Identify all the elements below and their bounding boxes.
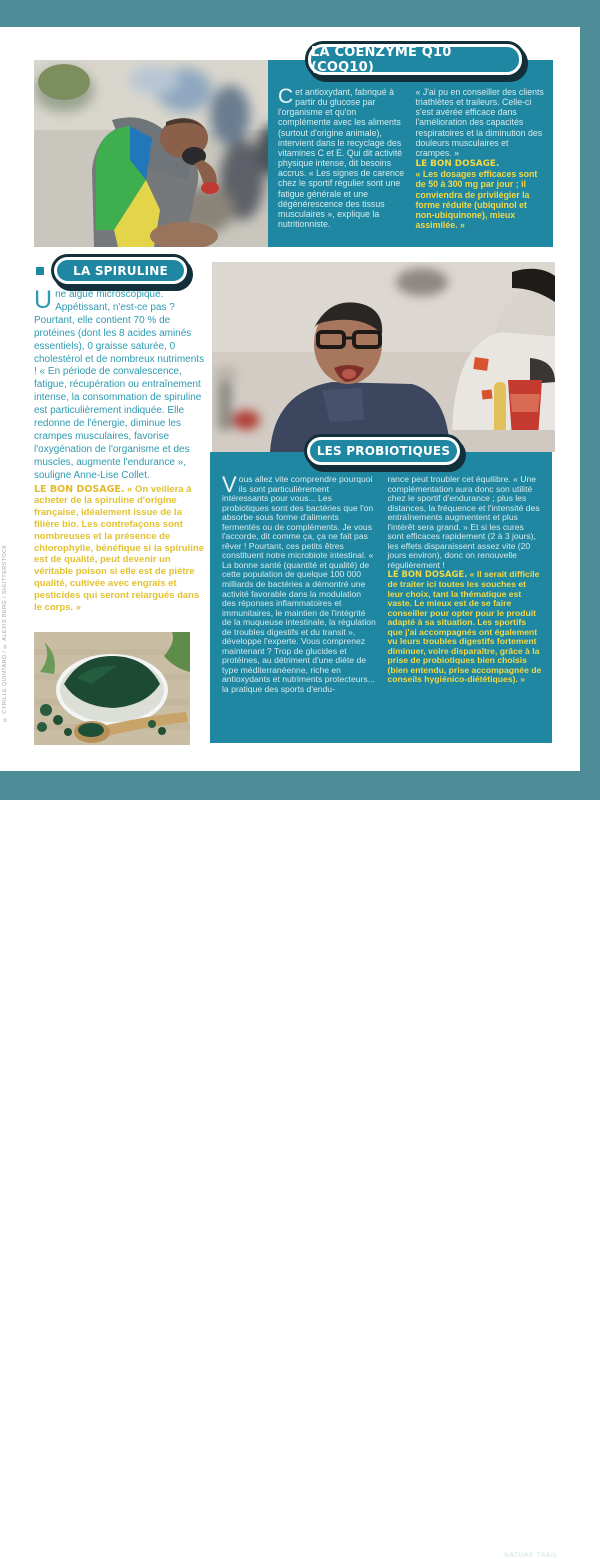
probiotiques-column-2 xyxy=(388,475,543,695)
probiotiques-dosage-text: « Il serait difficile de traiter ici toutes les souches et leur choix, tant la thématique est vaste. Le mieux est de se faire conseiller pour opter pour le produit adapté à sa situation. Les sportifs que j'ai accompagnés ont également vu leurs troubles digestifs fortement diminuer, voire disparaître, grâce à la prise de probiotiques bien choisis (bien entendu, prise accompagnée de conseils hygiénico-diététiques). » xyxy=(387,569,542,685)
spiruline-dropcap: U xyxy=(34,286,53,314)
coq10-quote-text: « J'ai pu en conseiller des clients triathlètes et traileurs. Celle-ci s'est avérée efficace dans l'amélioration des capacités respiratoires et la diminution des douleurs musculaires et crampes. » xyxy=(415,87,544,158)
spiruline-dosage-label: LE BON DOSAGE. xyxy=(34,483,125,495)
coq10-column-2 xyxy=(416,87,545,230)
section-title-probiotiques xyxy=(307,437,460,465)
bottom-border-band xyxy=(0,771,600,1559)
photo-spirulina-bowl xyxy=(34,632,190,745)
section-title-spiruline xyxy=(54,257,187,284)
spiruline-dosage-text: « On veillera à acheter de la spiruline d'origine française, idéalement issue de la filière bio. Les contrefaçons sont nombreuses et la présence de chlorophylle, bénéfique si la spiruline est de qualité, peut devenir un véritable poison si elle est de piètre qualité, cultivée avec engrais et pesticides qui seront relargués dans le corps. » xyxy=(34,483,204,613)
magazine-name: NATURE TRAIL xyxy=(504,1551,558,1559)
ribbon-end-left xyxy=(36,267,44,275)
coq10-column-1 xyxy=(278,87,407,230)
spiruline-dosage xyxy=(34,484,209,614)
coq10-dosage-label: LE BON DOSAGE. xyxy=(415,159,500,170)
spiruline-title-text: LA SPIRULINE xyxy=(73,263,168,278)
coq10-dosage-text: « Les dosages efficaces sont de 50 à 300 mg par jour ; il conviendra de privilégier la forme réduite (ubiquinol et non-ubiquinone), mieux assimilée. » xyxy=(415,169,538,231)
probiotiques-col2-text: rance peut troubler cet équilibre. « Une complémentation aura donc son utilité chez le sportif d'endurance ; plus les distances, la fréquence et l'intensité des entraînements augmentent et plus l'intérêt sera grand. » Et si les cures sont efficaces rapidement (2 à 3 jours), les effets disparaissent assez vite (20 jours environ), donc on renouvelle régulièrement ! xyxy=(387,474,540,570)
probiotiques-dosage-label: LE BON DOSAGE. xyxy=(387,569,468,580)
probiotiques-dropcap: V xyxy=(222,472,237,497)
photo-credit: © CYRILLE QUINTARD / © ALEXIS BERG / SHUTTERSTOCK xyxy=(2,544,8,722)
page-number: 75 xyxy=(560,1550,572,1559)
coq10-dropcap: C xyxy=(278,85,294,108)
section-title-coq10 xyxy=(308,44,522,75)
right-border-band xyxy=(580,0,600,800)
probiotiques-box xyxy=(210,452,552,743)
photo-runner-resting xyxy=(34,60,268,247)
coq10-body-text: et antioxydant, fabriqué à partir du glucose par l'organisme et qu'on complémente avec les aliments (surtout d'origine animale), intervient dans le recyclage des vitamines C et E. Qui dit activité physique intense, dit besoins accrus. « Les signes de carence chez le sportif régulier sont une fatigue générale et une dégénérescence des tissus musculaires », explique la nutritionniste. xyxy=(278,87,405,230)
spiruline-column xyxy=(34,286,209,613)
coq10-box xyxy=(268,60,553,247)
page-footer xyxy=(504,1550,572,1559)
top-border-band xyxy=(0,0,600,27)
photo-runner-grimace xyxy=(212,262,555,452)
coq10-title-text: LA COENZYME Q10 (COQ10) xyxy=(311,44,452,75)
probiotiques-body-text: ous allez vite comprendre pourquoi ils sont particulièrement intéressants pour vous... Les probiotiques sont des bactéries que l'on absorbe sous forme d'aliments fermentés ou de compléments. Je vous l'accorde, dit comme ça, ça ne fait pas rêver ! Pourtant, ces petits êtres constituent notre microbiote intestinal. « La bonne santé (quantité et qualité) de cette population de quelque 100 000 milliards de bactéries a démontré une activité favorable dans la modulation des réponses inflammatoires et immunitaires, le maintien de l'intégrité de la muqueuse intestinale, la régulation de troubles digestifs et du transit », développe l'experte. Vous comprenez maintenant ? Trop de glucides et protéines, au détriment d'une diète de type méditerranéenne, riche en antioxydants et nutriments protecteurs... la pratique des sports d'endu- xyxy=(222,474,376,695)
probiotiques-column-1 xyxy=(222,472,377,695)
probiotiques-title-text: LES PROBIOTIQUES xyxy=(316,444,451,458)
spiruline-body-text: ne algue microscopique. Appétissant, n'est-ce pas ? Pourtant, elle contient 70 % de protéines (dont les 8 acides aminés essentiels), 0 graisse saturée, 0 cholestérol et de nombreux nutriments ! « En période de convalescence, fatigue, récupération ou entraînement intense, la consommation de spiruline est particulièrement indiquée. Elle redonne de l'énergie, diminue les crampes musculaires, favorise l'oxygénation de l'organisme et des muscles, augmente l'endurance », souligne Anne-Lise Collet. xyxy=(34,289,205,481)
